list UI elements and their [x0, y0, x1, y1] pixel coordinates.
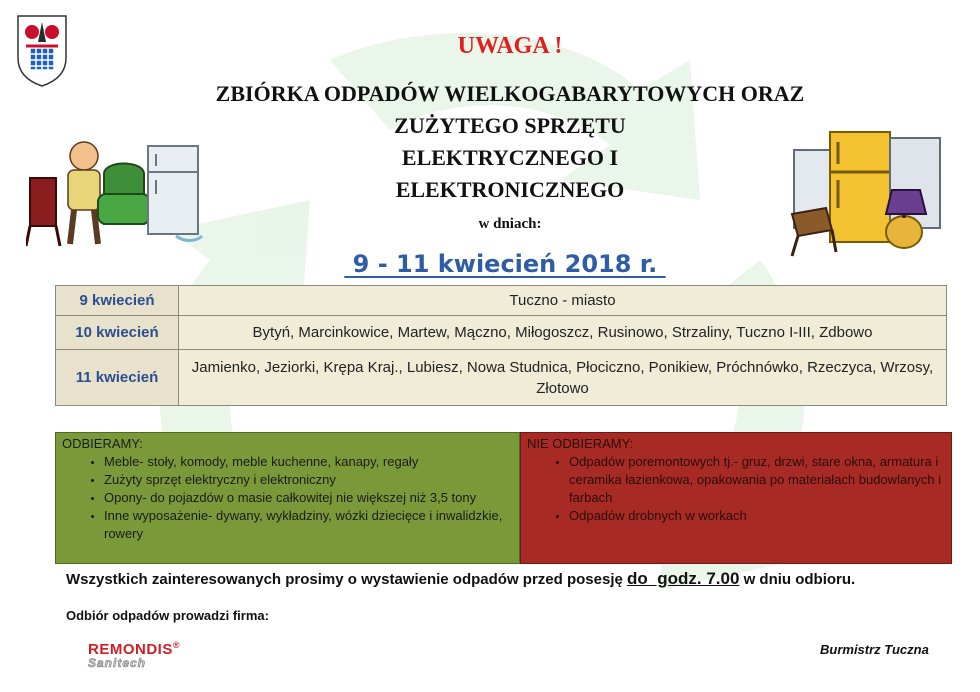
schedule-day: 10 kwiecień — [56, 316, 179, 350]
company-label: Odbiór odpadów prowadzi firma: — [66, 608, 269, 623]
schedule-places: Tuczno - miasto — [179, 286, 947, 316]
accepted-items-box — [55, 432, 520, 564]
schedule-day: 9 kwiecień — [56, 286, 179, 316]
logo-sub: Sanitech — [88, 656, 147, 670]
collection-dates: 9 - 11 kwiecień 2018 r. — [344, 250, 666, 278]
title-line-3: ELEKTRYCZNEGO I — [401, 145, 619, 170]
schedule-table — [55, 285, 947, 406]
rejected-heading: NIE ODBIERAMY: — [527, 436, 634, 451]
accepted-heading: ODBIERAMY: — [62, 436, 143, 451]
alert-heading: UWAGA ! — [457, 33, 563, 59]
logo-brand-text: REMONDIS — [88, 641, 173, 658]
list-item: • Odpadów drobnych w workach — [569, 507, 945, 525]
title-line-1: ZBIÓRKA ODPADÓW WIELKOGABARYTOWYCH ORAZ — [215, 81, 805, 106]
logo-mark: ® — [172, 640, 180, 650]
notice-text-end: w dniu odbioru. — [739, 571, 856, 588]
title-line-2: ZUŻYTEGO SPRZĘTU — [394, 113, 626, 138]
schedule-places: Bytyń, Marcinkowice, Martew, Mączno, Miłogoszcz, Rusinowo, Strzaliny, Tuczno I-III, Zdbowo — [179, 316, 947, 350]
table-row — [56, 350, 947, 406]
table-row — [56, 316, 947, 350]
list-item: • Odpadów poremontowych tj.- gruz, drzwi, stare okna, armatura i ceramika łazienkowa, opakowania po materiałach budowlanych i farbach — [569, 453, 945, 507]
notice-deadline: do godz. 7.00 — [627, 569, 740, 588]
schedule-places: Jamienko, Jeziorki, Krępa Kraj., Lubiesz, Nowa Studnica, Płociczno, Ponikiew, Próchnówko, Rzeczyca, Wrzosy, Złotowo — [179, 350, 947, 406]
rejected-list — [527, 453, 945, 525]
table-row — [56, 286, 947, 316]
rejected-items-box — [520, 432, 952, 564]
notice-text: Wszystkich zainteresowanych prosimy o wystawienie odpadów przed posesję — [66, 571, 627, 588]
schedule-day: 11 kwiecień — [56, 350, 179, 406]
dates-intro: w dniach: — [478, 216, 542, 232]
list-item: • Meble- stoły, komody, meble kuchenne, kanapy, regały — [104, 453, 513, 471]
collection-notice — [66, 569, 946, 589]
remondis-logo — [88, 640, 188, 676]
list-item: • Opony- do pojazdów o masie całkowitej nie większej niż 3,5 tony — [104, 489, 513, 507]
coat-of-arms-icon — [16, 14, 68, 88]
title-line-4: ELEKTRONICZNEGO — [395, 177, 625, 202]
list-item: • Zużyty sprzęt elektryczny i elektroniczny — [104, 471, 513, 489]
list-item: • Inne wyposażenie- dywany, wykładziny, wózki dziecięce i inwalidzkie, rowery — [104, 507, 513, 543]
accepted-list — [62, 453, 513, 543]
signature: Burmistrz Tuczna — [820, 642, 929, 657]
